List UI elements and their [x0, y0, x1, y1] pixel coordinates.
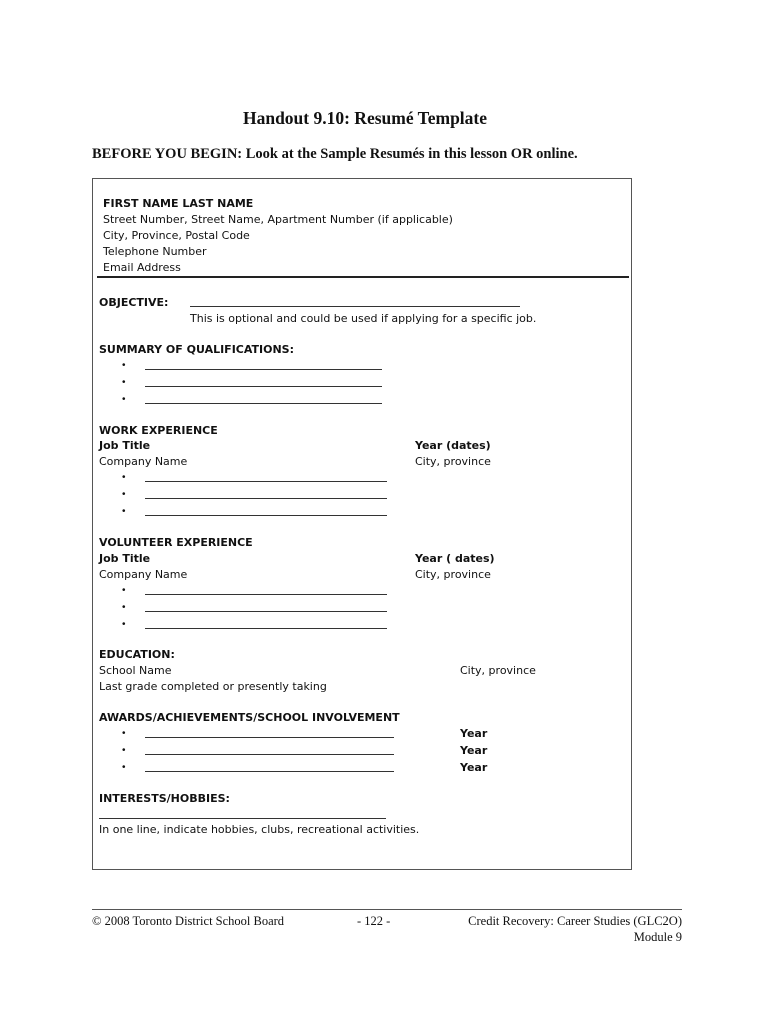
education-location: City, province: [460, 664, 536, 677]
awards-year: Year: [460, 744, 488, 757]
instructions: BEFORE YOU BEGIN: Look at the Sample Resumés in this lesson OR online.: [92, 146, 578, 162]
volunteer-job-title: Job Title: [99, 552, 151, 565]
footer-course: Credit Recovery: Career Studies (GLC2O): [468, 914, 682, 928]
objective-note: This is optional and could be used if applying for a specific job.: [190, 312, 537, 325]
bullet: •: [122, 394, 126, 405]
bullet: •: [122, 585, 126, 596]
volunteer-blank[interactable]: [145, 594, 387, 595]
bullet: •: [122, 762, 126, 773]
work-location: City, province: [415, 455, 491, 468]
work-year: Year (dates): [415, 439, 491, 452]
awards-blank[interactable]: [145, 737, 394, 738]
bullet: •: [122, 619, 126, 630]
work-blank[interactable]: [145, 498, 387, 499]
footer-divider: [92, 909, 682, 910]
summary-blank[interactable]: [145, 403, 382, 404]
email-line: Email Address: [103, 261, 181, 274]
awards-heading: AWARDS/ACHIEVEMENTS/SCHOOL INVOLVEMENT: [99, 711, 400, 724]
volunteer-year: Year ( dates): [415, 552, 495, 565]
awards-year: Year: [460, 727, 488, 740]
interests-blank[interactable]: [99, 818, 386, 819]
bullet: •: [122, 745, 126, 756]
bullet: •: [122, 360, 126, 371]
bullet: •: [122, 602, 126, 613]
education-school: School Name: [99, 664, 172, 677]
objective-blank[interactable]: [190, 306, 520, 307]
footer-page-number: - 122 -: [357, 914, 391, 928]
interests-note: In one line, indicate hobbies, clubs, recreational activities.: [99, 823, 420, 836]
work-blank[interactable]: [145, 481, 387, 482]
page-title: Handout 9.10: Resumé Template: [242, 108, 488, 128]
volunteer-blank[interactable]: [145, 611, 387, 612]
education-heading: EDUCATION:: [99, 648, 175, 661]
volunteer-company: Company Name: [99, 568, 188, 581]
footer-copyright: © 2008 Toronto District School Board: [92, 914, 285, 928]
summary-heading: SUMMARY OF QUALIFICATIONS:: [99, 343, 294, 356]
awards-blank[interactable]: [145, 771, 394, 772]
work-heading: WORK EXPERIENCE: [99, 424, 218, 437]
bullet: •: [122, 489, 126, 500]
bullet: •: [122, 377, 126, 388]
resume-template-box: [92, 178, 632, 870]
education-grade: Last grade completed or presently taking: [99, 680, 327, 693]
awards-blank[interactable]: [145, 754, 394, 755]
street-line: Street Number, Street Name, Apartment Number (if applicable): [103, 213, 453, 226]
work-blank[interactable]: [145, 515, 387, 516]
header-divider: [97, 276, 629, 278]
footer-module: Module 9: [633, 930, 682, 944]
summary-blank[interactable]: [145, 369, 382, 370]
bullet: •: [122, 472, 126, 483]
bullet: •: [122, 728, 126, 739]
interests-heading: INTERESTS/HOBBIES:: [99, 792, 230, 805]
volunteer-blank[interactable]: [145, 628, 387, 629]
volunteer-location: City, province: [415, 568, 491, 581]
volunteer-heading: VOLUNTEER EXPERIENCE: [99, 536, 253, 549]
city-line: City, Province, Postal Code: [103, 229, 250, 242]
awards-year: Year: [460, 761, 488, 774]
phone-line: Telephone Number: [103, 245, 207, 258]
objective-label: OBJECTIVE:: [99, 296, 169, 309]
name-line: FIRST NAME LAST NAME: [103, 197, 254, 210]
work-job-title: Job Title: [99, 439, 151, 452]
work-company: Company Name: [99, 455, 188, 468]
bullet: •: [122, 506, 126, 517]
summary-blank[interactable]: [145, 386, 382, 387]
